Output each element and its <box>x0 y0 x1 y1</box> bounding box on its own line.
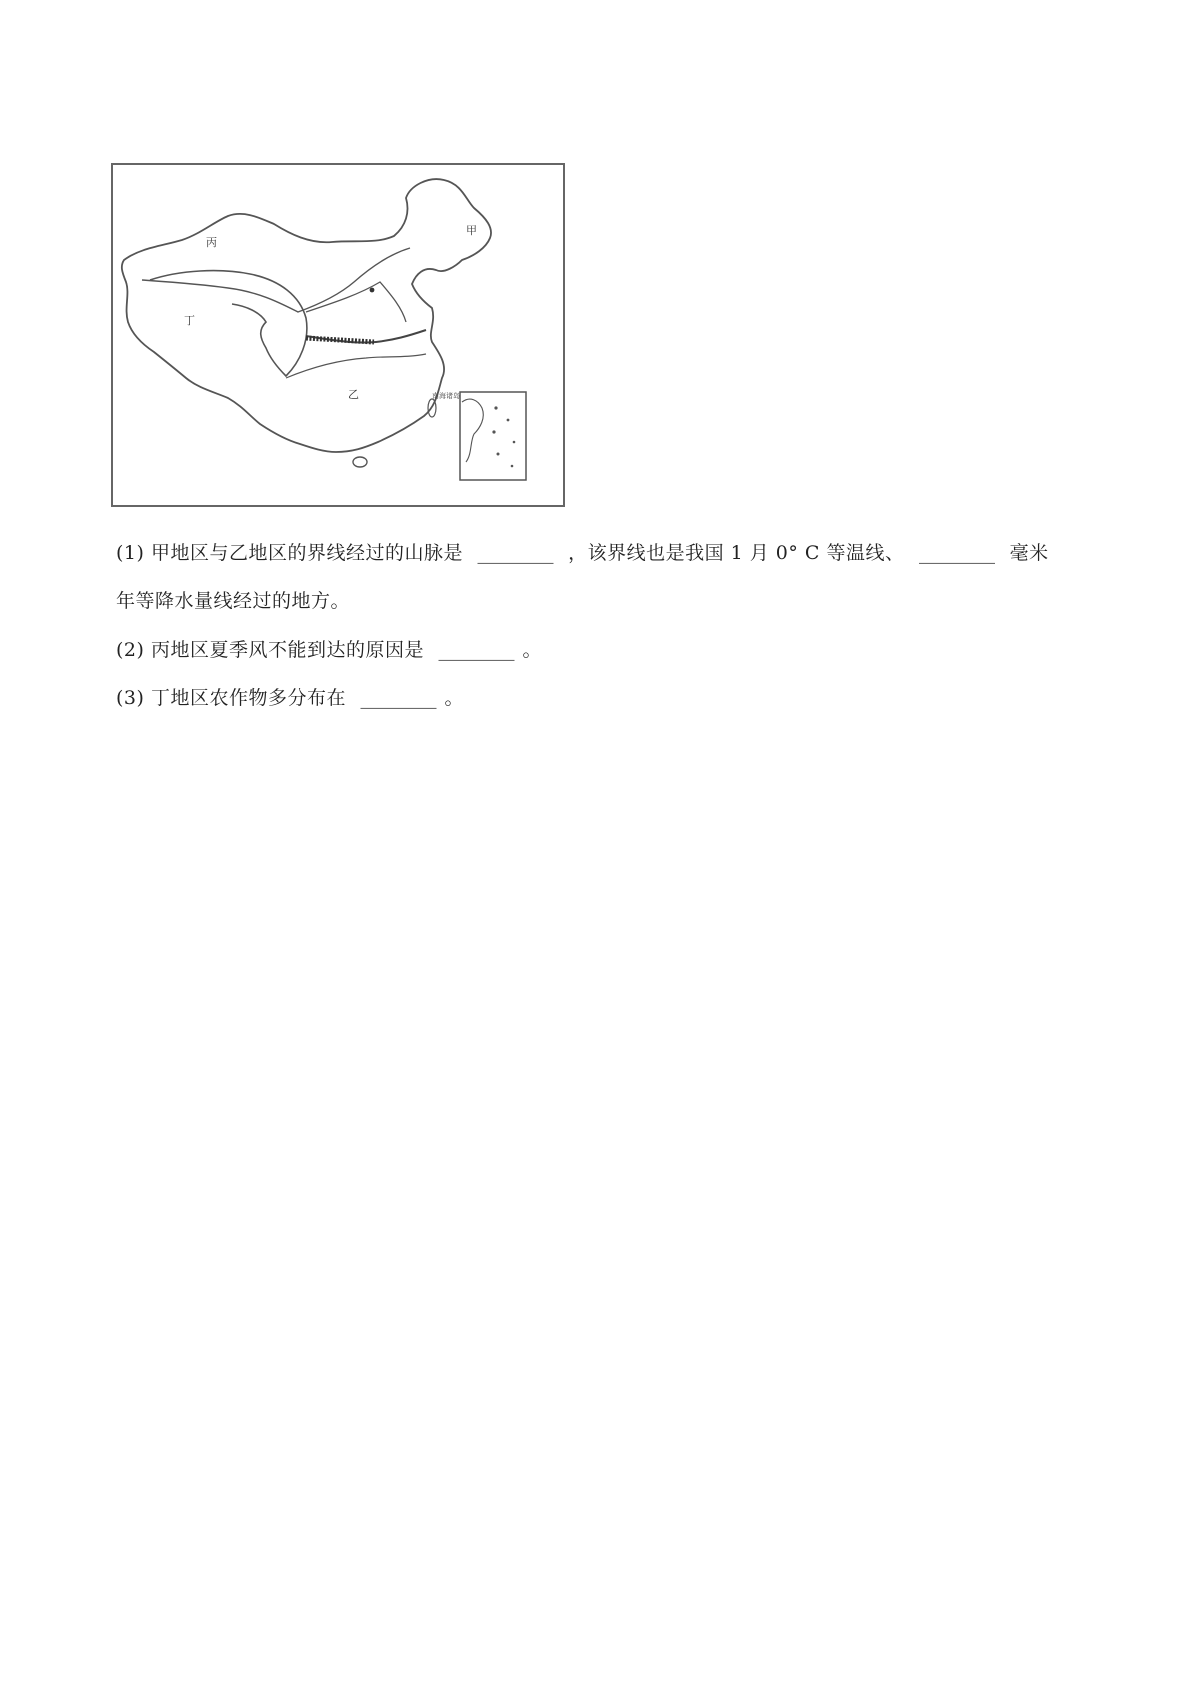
capital-dot <box>370 288 375 293</box>
question-1 <box>116 541 1049 565</box>
answer-blank[interactable]: ________ <box>919 542 996 564</box>
question-3 <box>116 686 464 710</box>
question-text: 年等降水量线经过的地方。 <box>116 590 351 612</box>
south-china-sea-inset <box>460 392 526 480</box>
answer-blank[interactable]: ________ <box>477 542 554 564</box>
question-number: (2) <box>116 639 145 661</box>
question-number: (1) <box>116 542 145 564</box>
question-text: 甲地区与乙地区的界线经过的山脉是 <box>150 542 463 564</box>
region-label-bing: 丙 <box>206 236 217 249</box>
inset-label: 南海诸岛 <box>432 392 460 400</box>
region-label-ding: 丁 <box>184 314 195 327</box>
question-text: ，该界线也是我国 1 月 0° C 等温线、 <box>568 542 905 564</box>
question-1-continued <box>116 589 350 613</box>
question-number: (3) <box>116 687 145 709</box>
question-text: 毫米 <box>1009 542 1049 564</box>
region-label-jia: 甲 <box>466 224 477 237</box>
question-punctuation: 。 <box>444 687 465 709</box>
china-region-map <box>110 162 566 508</box>
question-punctuation: 。 <box>522 639 543 661</box>
region-label-yi: 乙 <box>348 388 359 401</box>
answer-blank[interactable]: ________ <box>438 639 515 661</box>
question-text: 丁地区农作物多分布在 <box>150 687 346 709</box>
answer-blank[interactable]: ________ <box>360 687 437 709</box>
question-2 <box>116 638 542 662</box>
question-text: 丙地区夏季风不能到达的原因是 <box>150 639 424 661</box>
